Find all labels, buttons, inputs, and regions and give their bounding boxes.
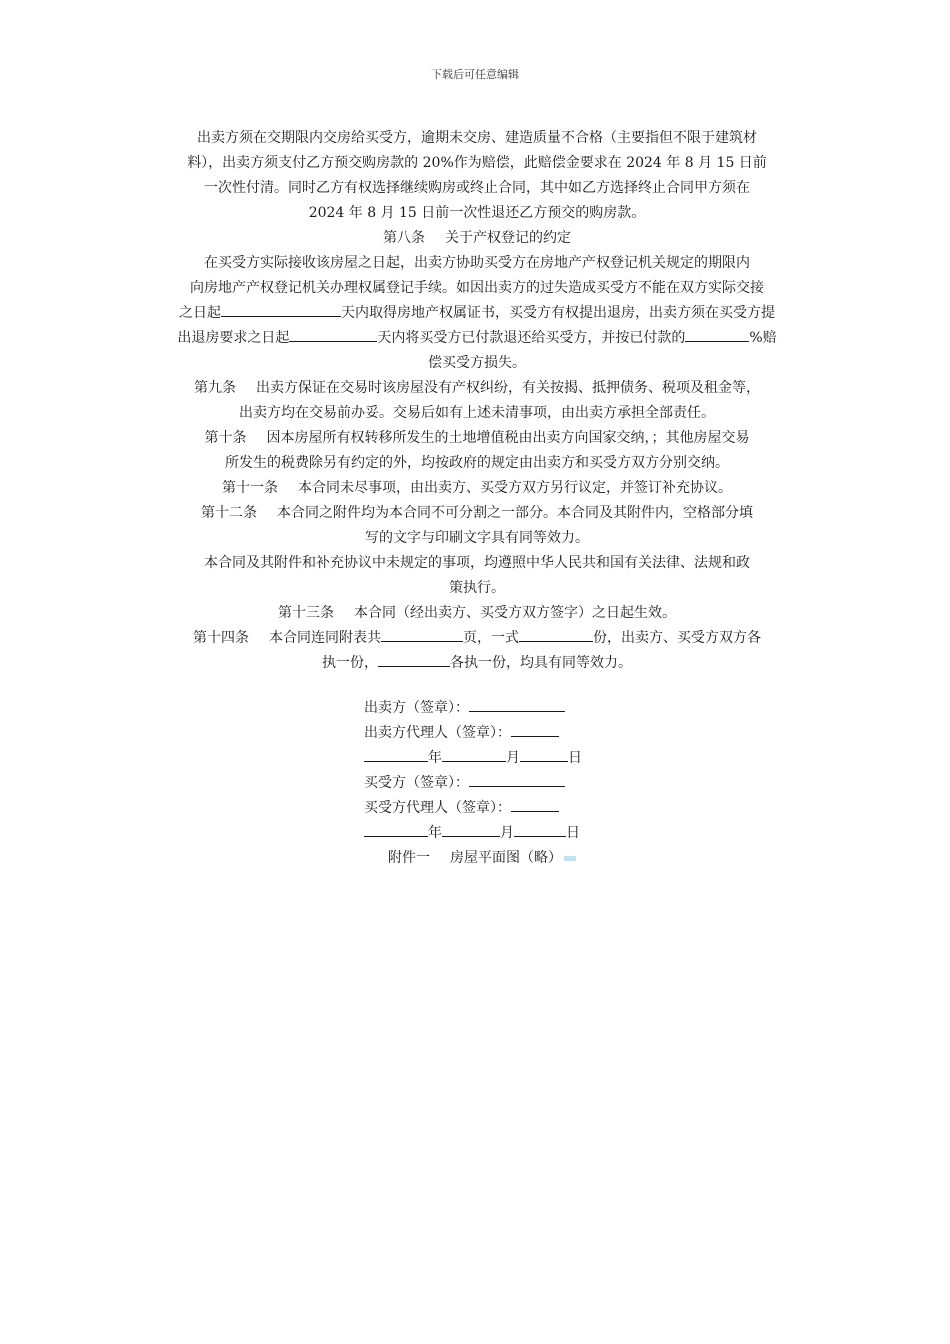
signature-block [364,696,624,846]
blank-field-parties[interactable] [378,651,450,667]
seller-signature-line [364,696,624,721]
text-segment: 本合同连同附表共 [269,630,381,646]
month-field[interactable] [442,746,506,762]
blank-field-percent[interactable] [685,326,749,342]
paragraph-line: 在买受方实际接收该房屋之日起，出卖方协助买受方在房地产产权登记机关规定的期限内 [204,255,750,271]
article-12 [140,501,814,526]
buyer-agent-signature-field[interactable] [511,796,559,812]
paragraph-line: 本合同及其附件和补充协议中未规定的事项，均遵照中华人民共和国有关法律、法规和政 [204,555,750,571]
article-title: 第十条 [204,430,247,446]
buyer-date-line [364,821,624,846]
seller-signature-field[interactable] [469,696,565,712]
paragraph-line: 出卖方须在交期限内交房给买受方，逾期未交房、建造质量不合格（主要指但不限于建筑材 [197,130,757,146]
month-label: 月 [506,750,520,766]
text-cursor-marker [564,856,576,861]
text-segment: 本合同未尽事项，由出卖方、买受方双方另行议定，并签订补充协议。 [298,480,732,496]
annex-line [388,846,576,871]
buyer-signature-line [364,771,624,796]
text-segment: 份，出卖方、买受方双方各 [593,630,761,646]
blank-field-days[interactable] [221,301,341,317]
article-title: 第十二条 [201,505,257,521]
signature-label: 出卖方代理人（签章）： [364,725,511,741]
article-13 [140,601,814,626]
paragraph-line: 策执行。 [449,580,505,596]
year-label: 年 [428,825,442,841]
seller-agent-signature-field[interactable] [511,721,559,737]
text-segment: 之日起 [179,305,221,321]
paragraph-line: 出卖方均在交易前办妥。交易后如有上述未清事项，由出卖方承担全部责任。 [239,405,715,421]
article-8-heading [140,226,814,251]
year-field[interactable] [364,746,428,762]
day-field[interactable] [520,746,568,762]
signature-label: 出卖方（签章）： [364,700,469,716]
paragraph-line: 写的文字与印刷文字具有同等效力。 [365,530,589,546]
text-segment: 本合同之附件均为本合同不可分割之一部分。本合同及其附件内，空格部分填 [277,505,753,521]
text-segment: 因本房屋所有权转移所发生的土地增值税由出卖方向国家交纳，；其他房屋交易 [266,430,750,446]
article-11 [140,476,814,501]
signature-label: 买受方代理人（签章）： [364,800,511,816]
article-9 [140,376,814,401]
article-title: 第八条 [383,230,425,246]
month-field[interactable] [442,821,500,837]
paragraph-line: 所发生的税费除另有约定的外，均按政府的规定由出卖方和买受方双方分别交纳。 [225,455,729,471]
paragraph-line [140,301,814,326]
text-segment: 出退房要求之日起 [177,330,290,346]
year-label: 年 [428,750,442,766]
blank-field-refund-days[interactable] [289,326,377,342]
article-title: 第十三条 [278,605,334,621]
article-title: 第九条 [194,380,236,396]
paragraph-line: 偿买受方损失。 [428,355,526,371]
paragraph-line: 料），出卖方须支付乙方预交购房款的 20%作为赔偿，此赔偿金要求在 2024 年 8 月 15 日前 [187,155,767,171]
blank-field-pages[interactable] [381,626,463,642]
year-field[interactable] [364,821,428,837]
article-14 [140,626,814,651]
contract-body [140,126,814,676]
seller-date-line [364,746,624,771]
seller-agent-signature-line [364,721,624,746]
text-segment: 页，一式 [463,630,519,646]
day-field[interactable] [514,821,566,837]
page-header: 下载后可任意编辑 [431,68,519,81]
text-segment: %赔 [749,330,777,346]
article-heading-text: 关于产权登记的约定 [445,230,571,246]
text-segment: 各执一份，均具有同等效力。 [450,655,632,671]
text-segment: 出卖方保证在交易时该房屋没有产权纠纷，有关按揭、抵押债务、税项及租金等， [256,380,760,396]
month-label: 月 [500,825,514,841]
day-label: 日 [568,750,582,766]
text-segment: 本合同（经出卖方、买受方双方签字）之日起生效。 [354,605,676,621]
annex-title: 房屋平面图（略） [450,850,562,866]
buyer-agent-signature-line [364,796,624,821]
text-segment: 天内取得房地产权属证书，买受方有权提出退房，出卖方须在买受方提 [341,305,775,321]
paragraph-line: 2024 年 8 月 15 日前一次性退还乙方预交的购房款。 [308,205,646,221]
text-segment: 天内将买受方已付款退还给买受方，并按已付款的 [377,330,686,346]
paragraph-line [140,651,814,676]
signature-label: 买受方（签章）： [364,775,469,791]
buyer-signature-field[interactable] [469,771,565,787]
annex-label: 附件一 [388,850,430,866]
article-title: 第十一条 [222,480,278,496]
paragraph-line: 一次性付清。同时乙方有权选择继续购房或终止合同，其中如乙方选择终止合同甲方须在 [204,180,750,196]
text-segment: 执一份， [322,655,378,671]
article-10 [140,426,814,451]
article-title: 第十四条 [193,630,249,646]
paragraph-line [140,326,814,351]
paragraph-line: 向房地产产权登记机关办理权属登记手续。如因出卖方的过失造成买受方不能在双方实际交接 [190,280,764,296]
day-label: 日 [566,825,580,841]
blank-field-copies[interactable] [519,626,593,642]
